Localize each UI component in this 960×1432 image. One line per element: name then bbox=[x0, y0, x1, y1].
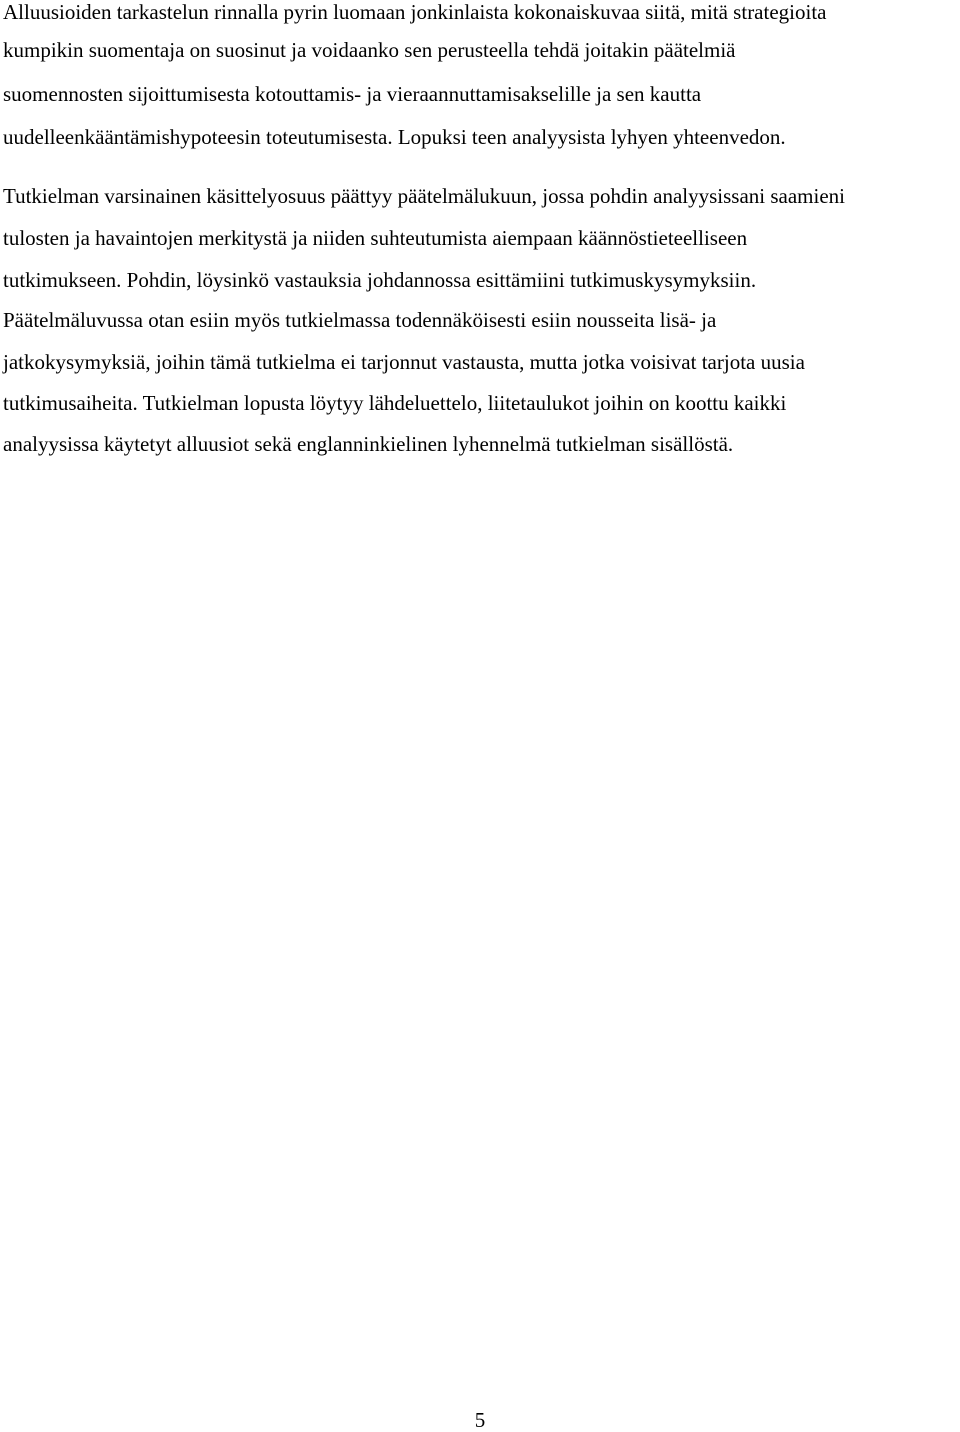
paragraph-2-line-2: tulosten ja havaintojen merkitystä ja niiden suhteutumista aiempaan käännöstieteelliseen bbox=[3, 226, 748, 250]
paragraph-2-line-4: Päätelmäluvussa otan esiin myös tutkielmassa todennäköisesti esiin nousseita lisä- ja bbox=[3, 308, 717, 332]
paragraph-2-line-3: tutkimukseen. Pohdin, löysinkö vastauksia johdannossa esittämiini tutkimuskysymyksiin. bbox=[3, 268, 757, 292]
paragraph-1-line-2: kumpikin suomentaja on suosinut ja voidaanko sen perusteella tehdä joitakin päätelmiä bbox=[3, 38, 736, 62]
paragraph-2-line-6: tutkimusaiheita. Tutkielman lopusta löytyy lähdeluettelo, liitetaulukot joihin on koottu kaikki bbox=[3, 391, 787, 415]
paragraph-1-line-1: Alluusioiden tarkastelun rinnalla pyrin luomaan jonkinlaista kokonaiskuvaa siitä, mitä strategioita bbox=[3, 0, 827, 24]
paragraph-1-line-3: suomennosten sijoittumisesta kotouttamis- ja vieraannuttamisakselille ja sen kautta bbox=[3, 82, 702, 106]
paragraph-2-line-5: jatkokysymyksiä, joihin tämä tutkielma ei tarjonnut vastausta, mutta jotka voisivat tarjota uusia bbox=[3, 350, 805, 374]
paragraph-2-line-7: analyysissa käytetyt alluusiot sekä englanninkielinen lyhennelmä tutkielman sisällöstä. bbox=[3, 432, 734, 456]
paragraph-1-line-4: uudelleenkääntämishypoteesin toteutumisesta. Lopuksi teen analyysista lyhyen yhteenvedon. bbox=[3, 125, 786, 149]
paragraph-2-line-1: Tutkielman varsinainen käsittelyosuus päättyy päätelmälukuun, jossa pohdin analyysissani saamieni bbox=[3, 184, 845, 208]
page-number: 5 bbox=[474, 1408, 486, 1432]
